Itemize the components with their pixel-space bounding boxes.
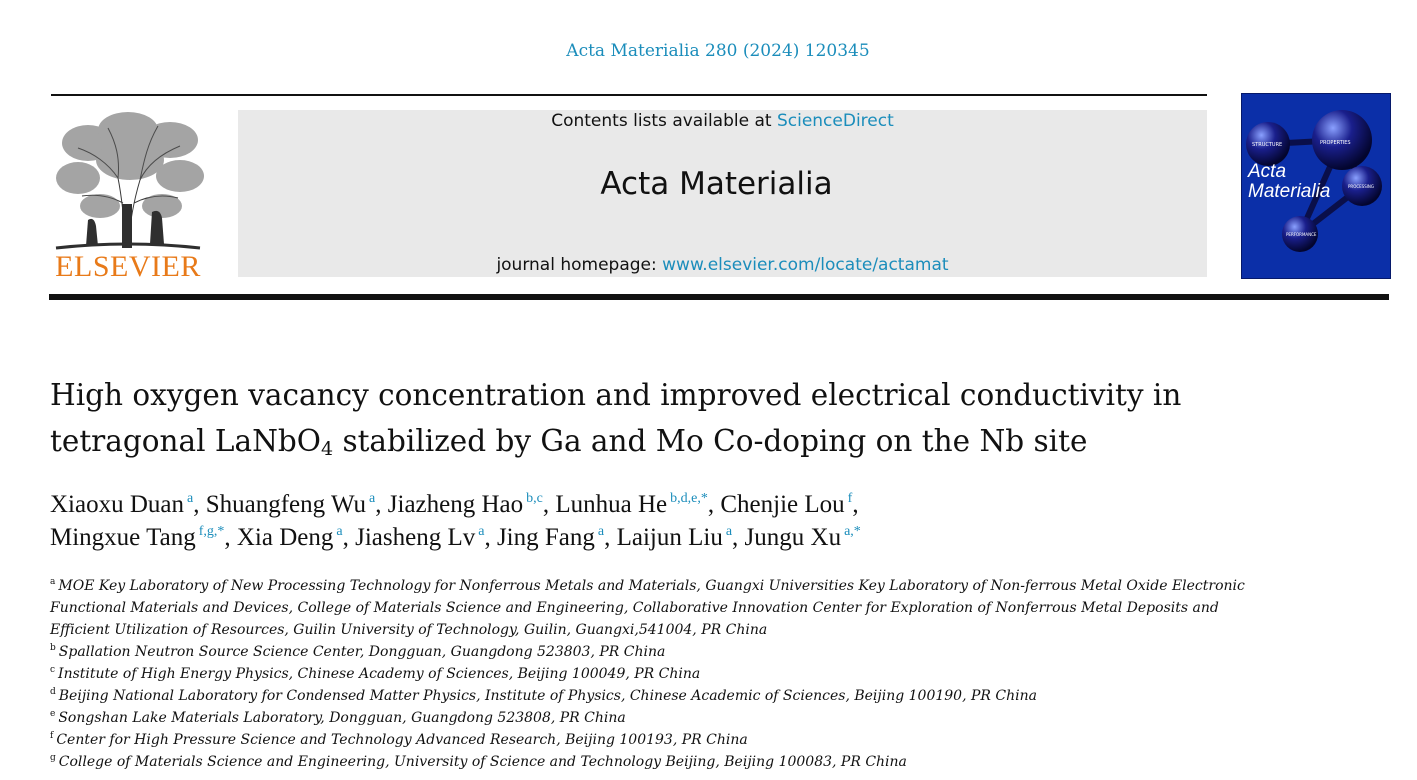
publisher-name[interactable]: ELSEVIER: [55, 250, 201, 283]
author-separator: ,: [852, 491, 859, 518]
homepage-prefix: journal homepage:: [496, 255, 663, 275]
author-name[interactable]: Jungu Xu: [744, 524, 842, 551]
author-separator: ,: [375, 491, 388, 518]
author-name[interactable]: Lunhua He: [555, 491, 668, 518]
author-name[interactable]: Jiasheng Lv: [355, 524, 476, 551]
cover-node-label: PERFORMANCE: [1286, 232, 1317, 237]
journal-homepage-link[interactable]: www.elsevier.com/locate/actamat: [662, 255, 949, 275]
author[interactable]: [617, 524, 745, 551]
affiliation-line: [50, 597, 1350, 619]
author-name[interactable]: Xia Deng: [236, 524, 334, 551]
author[interactable]: [497, 524, 617, 551]
affiliation-list: [50, 575, 1350, 773]
author-separator: ,: [193, 491, 206, 518]
author-list: [50, 488, 1350, 554]
author-name[interactable]: Laijun Liu: [616, 524, 723, 551]
author-affiliation-marks[interactable]: a: [336, 524, 343, 539]
affiliation-text: MOE Key Laboratory of New Processing Technology for Nonferrous Metals and Materials, Guangxi Universities Key Laboratory of Non-ferrous Metal Oxide Electronic: [58, 578, 1245, 594]
affiliation-mark: c: [50, 665, 56, 675]
affiliation-line: [50, 619, 1350, 641]
author-name[interactable]: Chenjie Lou: [720, 491, 845, 518]
cover-node-label: PROPERTIES: [1320, 140, 1351, 146]
cover-title-line: Acta: [1248, 161, 1287, 182]
affiliation-line: [50, 729, 1350, 751]
affiliation-text: Songshan Lake Materials Laboratory, Dongguan, Guangdong 523808, PR China: [58, 710, 626, 726]
author[interactable]: [206, 491, 388, 518]
cover-node-label: STRUCTURE: [1252, 142, 1283, 148]
affiliation-mark: a: [50, 577, 56, 587]
cover-title: [1248, 162, 1330, 202]
affiliation-text: Beijing National Laboratory for Condensed Matter Physics, Institute of Physics, Chinese Academic of Sciences, Beijing 100190, PR China: [58, 688, 1037, 704]
author-affiliation-marks[interactable]: f,g,*: [198, 524, 225, 539]
affiliation-line: [50, 641, 1350, 663]
affiliation-mark: e: [50, 709, 56, 719]
affiliation-mark: d: [50, 687, 56, 697]
title-line-2-start: tetragonal LaNbO: [50, 424, 321, 458]
sciencedirect-link[interactable]: ScienceDirect: [776, 111, 894, 131]
author-separator: ,: [224, 524, 237, 551]
paper-title: [50, 372, 1270, 464]
author[interactable]: [50, 491, 206, 518]
author[interactable]: [355, 524, 497, 551]
author[interactable]: [720, 491, 858, 518]
header-bottom-rule: [49, 294, 1389, 300]
affiliation-line: [50, 685, 1350, 707]
journal-reference[interactable]: Acta Materialia 280 (2024) 120345: [566, 41, 870, 61]
author[interactable]: [237, 524, 355, 551]
journal-title: Acta Materialia: [600, 166, 833, 202]
homepage-line: [238, 255, 1207, 275]
author[interactable]: [745, 524, 861, 551]
author-separator: ,: [604, 524, 617, 551]
author-name[interactable]: Mingxue Tang: [50, 524, 196, 551]
author-separator: ,: [542, 491, 556, 518]
title-subscript: 4: [320, 438, 334, 460]
author-name[interactable]: Shuangfeng Wu: [205, 491, 367, 518]
affiliation-text: Spallation Neutron Source Science Center, Dongguan, Guangdong 523803, PR China: [58, 644, 666, 660]
title-line-2-end: stabilized by Ga and Mo Co-doping on the Nb site: [333, 424, 1088, 458]
cover-title-line: Materialia: [1248, 181, 1331, 202]
cover-node-label: PROCESSING: [1348, 184, 1375, 189]
affiliation-text: Efficient Utilization of Resources, Guilin University of Technology, Guilin, Guangxi,541004, PR China: [50, 622, 768, 638]
affiliation-mark: f: [50, 731, 54, 741]
contents-line: [238, 111, 1207, 131]
affiliation-mark: g: [50, 753, 56, 763]
author-separator: ,: [484, 524, 497, 551]
title-line-1: High oxygen vacancy concentration and improved electrical conductivity in: [50, 378, 1182, 412]
affiliation-text: College of Materials Science and Engineering, University of Science and Technology Beijing, Beijing 100083, PR China: [58, 754, 907, 770]
author-affiliation-marks[interactable]: a,*: [844, 524, 861, 539]
author[interactable]: [555, 491, 720, 518]
journal-cover-thumbnail[interactable]: [1241, 93, 1391, 279]
author-name[interactable]: Xiaoxu Duan: [50, 491, 184, 518]
author-affiliation-marks[interactable]: f: [847, 491, 853, 506]
author-affiliation-marks[interactable]: a: [597, 524, 605, 539]
affiliation-line: [50, 575, 1350, 597]
affiliation-text: Center for High Pressure Science and Technology Advanced Research, Beijing 100193, PR China: [56, 732, 748, 748]
author-affiliation-marks[interactable]: b,c: [526, 491, 543, 506]
affiliation-line: [50, 751, 1350, 773]
affiliation-line: [50, 663, 1350, 685]
author-separator: ,: [707, 491, 721, 518]
author-affiliation-marks[interactable]: b,d,e,*: [670, 491, 708, 506]
author-affiliation-marks[interactable]: a: [369, 491, 376, 506]
author-name[interactable]: Jiazheng Hao: [387, 491, 524, 518]
author[interactable]: [50, 524, 237, 551]
author-affiliation-marks[interactable]: a: [478, 524, 485, 539]
header-top-rule: [51, 94, 1207, 96]
affiliation-line: [50, 707, 1350, 729]
journal-masthead: [238, 110, 1207, 277]
author[interactable]: [388, 491, 556, 518]
author-name[interactable]: Jing Fang: [496, 524, 595, 551]
author-separator: ,: [342, 524, 356, 551]
author-affiliation-marks[interactable]: a: [187, 491, 194, 506]
author-separator: ,: [732, 524, 745, 551]
affiliation-mark: b: [50, 643, 56, 653]
affiliation-text: Functional Materials and Devices, College of Materials Science and Engineering, Collaborative Innovation Center for Exploration of Nonferrous Metal Deposits and: [50, 600, 1219, 616]
contents-prefix: Contents lists available at: [551, 111, 777, 131]
author-affiliation-marks[interactable]: a: [725, 524, 733, 539]
affiliation-text: Institute of High Energy Physics, Chinese Academy of Sciences, Beijing 100049, PR China: [58, 666, 701, 682]
